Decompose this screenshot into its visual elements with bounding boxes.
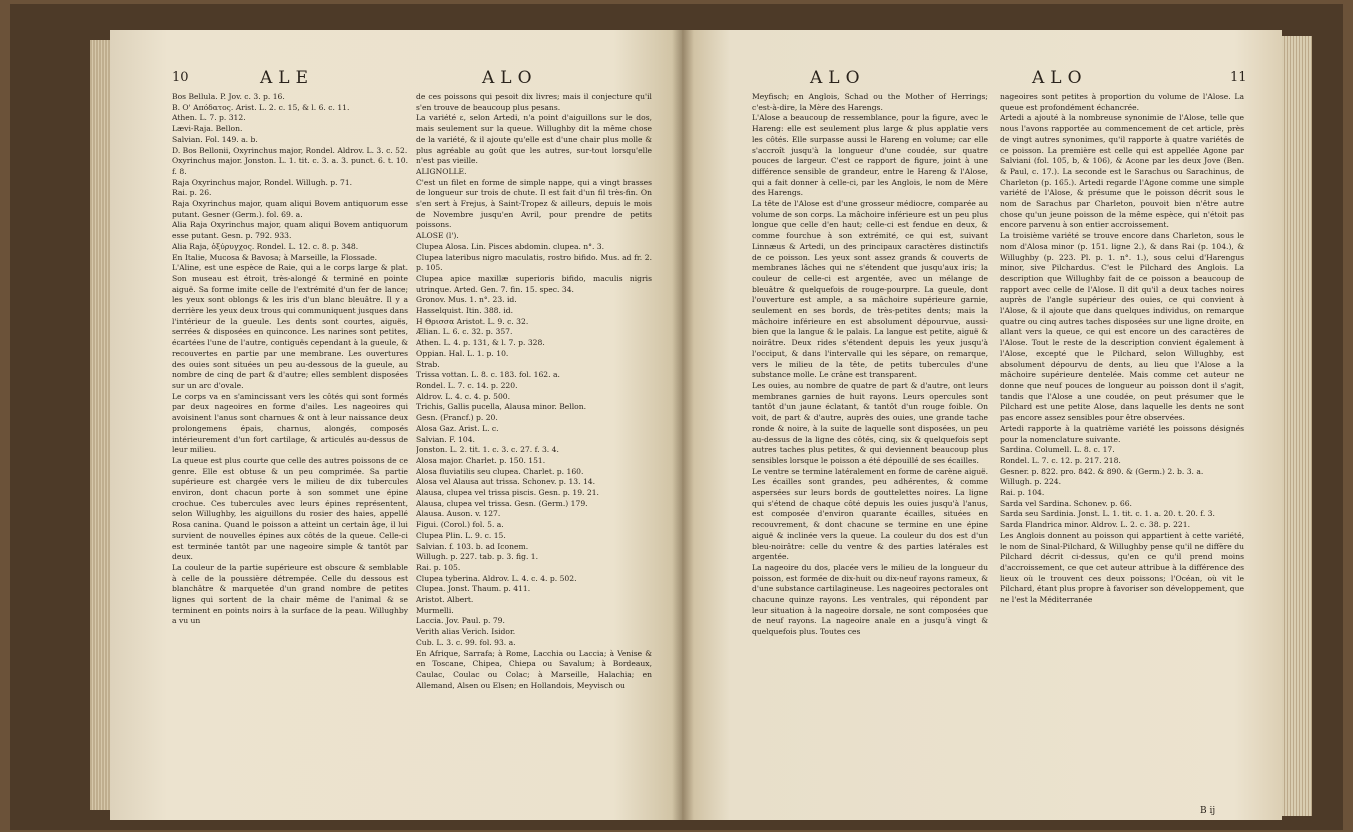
text-paragraph: Clupea. Jonst. Thaum. p. 411. <box>416 584 531 594</box>
text-paragraph: Sarda Flandrica minor. Aldrov. L. 2. c. 38. p. 221. <box>1000 520 1190 530</box>
text-paragraph: nageoires sont petites à proportion du volume de l'Alose. La queue est profondément échancrée. <box>1000 92 1244 112</box>
running-head-left: ALE <box>260 68 314 88</box>
text-paragraph: Salvian. Fol. 149. a. b. <box>172 134 258 144</box>
text-paragraph: Strab. <box>416 359 440 369</box>
text-paragraph: En Italie, Mucosa & Bavosa; à Marseille, la Flossade. <box>172 252 378 262</box>
text-paragraph: C'est un filet en forme de simple nappe, qui a vingt brasses de longueur sur trois de chute. Il est fait d'un fil très-fin. On s'en sert à Frejus, à Saint-Tropez & ailleurs, depuis le mois de Novembre jusqu'en Avril, pour prendre de petits poissons. <box>416 177 652 230</box>
text-paragraph: Gesner. p. 822. pro. 842. & 890. & (Germ.) 2. b. 3. a. <box>1000 466 1204 476</box>
text-paragraph: Le ventre se termine latéralement en forme de carène aiguë. Les écailles sont grandes, peu adhérentes, & comme aspersées sur leurs bords de gouttelettes noires. La ligne qui s'étend de chaque côté depuis les ouies jusqu'à l'anus, est composée d'environ quarante écailles, situées en recouvrement, & dont chacune se termine en une épine aiguë & inclinée vers la queue. La couleur du dos est d'un bleu-noirâtre: celle du ventre & des parties latérales est argentée. <box>752 466 988 562</box>
text-paragraph: Sarda vel Sardina. Schonev. p. 66. <box>1000 498 1132 508</box>
text-paragraph: Willugh. p. 224. <box>1000 477 1062 487</box>
running-head-left: ALO <box>810 68 866 88</box>
text-paragraph: En Afrique, Sarrafa; à Rome, Lacchia ou Laccia; à Venise & en Toscane, Chipea, Chiepa ou Savalum; à Bordeaux, Caulac, Coulac ou Colac; à Marseille, Halachia; en Allemand, Alsen ou Elsen; en Hollandois, Meyvisch ou <box>416 648 652 690</box>
text-paragraph: Laccia. Jov. Paul. p. 79. <box>416 616 505 626</box>
text-paragraph: Oxyrinchus major. Jonston. L. 1. tit. c. 3. a. 3. punct. 6. t. 10. f. 8. <box>172 156 408 176</box>
text-paragraph: Lævi-Raja. Bellon. <box>172 124 243 134</box>
text-paragraph: Aristot. Albert. <box>416 595 474 605</box>
text-paragraph: Cub. L. 3. c. 99. fol. 93. a. <box>416 637 516 647</box>
page-number: 10 <box>172 70 189 85</box>
text-paragraph: Raja Oxyrinchus major, Rondel. Willugh. p. 71. <box>172 177 353 187</box>
text-paragraph: H Θρισσα Aristot. L. 9. c. 32. <box>416 316 529 326</box>
text-paragraph: Les ouies, au nombre de quatre de part & d'autre, ont leurs membranes garnies de huit rayons. Leurs opercules sont tantôt d'un jaune éclatant, & tantôt d'un rouge foible. On voit, de part & d'autre, auprès des ouies, une grande tache ronde & noire, à la suite de laquelle sont disposées, un peu au-dessus de la ligne des côtés, cinq, six & quelquefois sept autres taches plus petites, & qui deviennent beaucoup plus sensibles lorsque le poisson a été dépouillé de ses écailles. <box>752 380 988 465</box>
text-column-1 <box>752 92 988 820</box>
text-paragraph: Rai. p. 26. <box>172 188 212 198</box>
text-paragraph: Rondel. L. 7. c. 12. p. 217. 218. <box>1000 455 1121 465</box>
text-paragraph: ALIGNOLLE. <box>416 166 467 176</box>
text-paragraph: La tête de l'Alose est d'une grosseur médiocre, comparée au volume de son corps. La mâchoire inférieure est un peu plus longue que celle d'en haut; celle-ci est fendue en deux, & comme fourchue à son extrémité, ce qui est, suivant Linnæus & Artedi, un des principaux caractères distinctifs de ce poisson. Les yeux sont assez grands & couverts de membranes lâches qui ne s'étendent que jusqu'aux iris; la couleur de celle-ci est argentée, avec un mélange de bleuâtre & quelquefois de rouge-pourpre. La gueule, dont l'ouverture est ample, a sa mâchoire supérieure garnie, seulement en ses bords, de très-petites dents; mais la mâchoire inférieure en est absolument dépourvue, aussi-bien que la langue & le palais. La langue est petite, aiguë & noirâtre. Deux rides s'étendent depuis les yeux jusqu'à l'occiput, & dans l'intervalle qui les sépare, on remarque, vers le milieu de la tête, de petits tubercules d'une substance molle. Le crâne est transparent. <box>752 199 988 380</box>
text-paragraph: Salvian. f. 103. b. ad Iconem. <box>416 541 529 551</box>
text-paragraph: Jonston. L. 2. tit. 1. c. 3. c. 27. f. 3. 4. <box>416 445 559 455</box>
text-paragraph: La troisième variété se trouve encore dans Charleton, sous le nom d'Alosa minor (p. 151. ligne 2.), & dans Rai (p. 104.), & Willughby (p. 223. Pl. p. 1. n°. 1.), sous celui d'Harengus minor, sive Pilchardus. C'est le Pilchard des Anglois. La description que Willughby fait de ce poisson a beaucoup de rapport avec celle de l'Alose. Il dit qu'il a deux taches noires auprès de l'angle supérieur des ouies, ce qui convient à l'Alose, & il ajoute que dans quelques individus, on remarque quatre ou cinq autres taches disposées sur une ligne droite, en allant vers la queue, ce qui est encore un des caractères de l'Alose. Tout le reste de la description convient également à l'Alose, excepté que le Pilchard, selon Willughby, est absolument dépourvu de dents, au lieu que l'Alose a la mâchoire supérieure dentelée. Mais comme cet auteur ne donne que neuf pouces de longueur au poisson dont il s'agit, tandis que l'Alose a une coudée, on peut présumer que le Pilchard est une petite Alose, dans laquelle les dents ne sont pas encore assez sensibles pour être observées. <box>1000 231 1244 423</box>
text-paragraph: Bos Bellula. P. Jov. c. 3. p. 16. <box>172 92 285 101</box>
text-column-1 <box>172 92 408 820</box>
text-paragraph: ALOSE (l'). <box>416 231 459 241</box>
text-paragraph: Aldrov. L. 4. c. 4. p. 500. <box>416 391 511 401</box>
text-paragraph: Trissa vottan. L. 8. c. 183. fol. 162. a. <box>416 370 560 380</box>
text-paragraph: L'Aline, est une espèce de Raie, qui a le corps large & plat. Son museau est étroit, très-alongé & terminé en pointe aiguë. Sa forme imite celle de l'extrémité d'un fer de lance; les yeux sont oblongs & les iris d'un blanc bleuâtre. Il y a derrière les yeux deux trous qui communiquent jusques dans l'intérieur de la gueule. Les dents sont courtes, aiguës, serrées & disposées en quinconce. Les narines sont petites, écartées l'une de l'autre, contiguës cependant à la gueule, & recouvertes en partie par une membrane. Les ouvertures des ouies sont situées un peu au-dessous de la gueule, au nombre de cinq de part & d'autre; elles semblent disposées sur un arc d'ovale. <box>172 263 408 390</box>
text-paragraph: Oppian. Hal. L. 1. p. 10. <box>416 348 509 358</box>
left-page <box>110 30 682 820</box>
text-paragraph: Alia Raja Oxyrinchus major, quam aliqui Bovem antiquorum esse putant. Gesn. p. 792. 933. <box>172 220 408 241</box>
text-paragraph: de ces poissons qui pesoit dix livres; mais il conjecture qu'il s'en trouve de beaucoup plus pesans. <box>416 92 652 112</box>
text-paragraph: Le corps va en s'amincissant vers les côtés qui sont formés par deux nageoires en forme d'ailes. Les nageoires qui avoisinent l'anus sont charnues & ont à leur naissance deux prolongemens épais, charnus, alongés, composés intérieurement d'un fort cartilage, & articulés au-dessus de leur milieu. <box>172 391 408 455</box>
text-paragraph: Raja Oxyrinchus major, quam aliqui Bovem antiquorum esse putant. Gesner (Germ.). fol. 69. a. <box>172 199 408 219</box>
text-paragraph: Rai. p. 104. <box>1000 488 1045 498</box>
text-paragraph: Murmelli. <box>416 605 454 615</box>
right-page-edges <box>1282 36 1312 816</box>
text-paragraph: Trichis, Gallis pucella, Alausa minor. Bellon. <box>416 402 587 412</box>
text-paragraph: Sardina. Columell. L. 8. c. 17. <box>1000 445 1115 455</box>
text-paragraph: Clupea lateribus nigro maculatis, rostro bifido. Mus. ad fr. 2. p. 105. <box>416 252 652 273</box>
text-paragraph: Figui. (Corol.) fol. 5. a. <box>416 520 504 530</box>
text-paragraph: Alausa. Auson. v. 127. <box>416 509 501 519</box>
text-paragraph: La couleur de la partie supérieure est obscure & semblable à celle de la poussière détrempée. Celle du dessous est blanchâtre & marquetée d'un grand nombre de petites lignes qui sortent de la chair même de l'animal & se terminent en points noirs à la surface de la peau. Willughby a vu un <box>172 562 408 626</box>
text-paragraph: Clupea apice maxillæ superioris bifido, maculis nigris utrinque. Arted. Gen. 7. fin. 15. spec. 34. <box>416 273 652 294</box>
text-paragraph: Les Anglois donnent au poisson qui appartient à cette variété, le nom de Sinal-Pilchard, & Willughby pense qu'il ne diffère du Pilchard décrit ci-dessus, qu'en ce qu'il prend moins d'accroissement, ce que cet auteur attribue à la différence des lieux où le trouvent ces deux poissons; l'Océan, où vit le Pilchard, étant plus propre à favoriser son développement, que ne l'est la Méditerranée <box>1000 530 1244 605</box>
text-paragraph: Salvian. F. 104. <box>416 434 475 444</box>
text-paragraph: Sarda seu Sardinia. Jonst. L. 1. tit. c. 1. a. 20. t. 20. f. 3. <box>1000 509 1215 519</box>
signature-mark: B ij <box>1200 806 1216 816</box>
text-paragraph: La nageoire du dos, placée vers le milieu de la longueur du poisson, est formée de dix-huit ou dix-neuf rayons rameux, & d'une substance cartilagineuse. Les nageoires pectorales ont chacune quinze rayons. Les ventrales, qui répondent par leur situation à la nageoire dorsale, ne sont composées que de neuf rayons. La nageoire anale en a jusqu'à vingt & quelquefois plus. Toutes ces <box>752 562 988 637</box>
book-gutter <box>672 30 694 820</box>
text-paragraph: La queue est plus courte que celle des autres poissons de ce genre. Elle est obtuse & un peu comprimée. Sa partie supérieure est chargée vers le milieu de dix tubercules environ, dont chacun porte à son sommet une épine crochue. Ces tubercules avec leurs épines représentent, selon Willughby, les aiguillons du rosier des haies, appellé Rosa canina. Quand le poisson a atteint un certain âge, il lui survient de nouvelles épines aux côtés de la queue. Celle-ci est terminée tantôt par une nageoire simple & tantôt par deux. <box>172 455 408 562</box>
running-head-right: ALO <box>1032 68 1088 88</box>
text-paragraph: Willugh. p. 227. tab. p. 3. fig. 1. <box>416 552 539 562</box>
text-paragraph: Alosa vel Alausa aut trissa. Schonev. p. 13. 14. <box>416 477 596 487</box>
right-page <box>682 30 1282 820</box>
text-paragraph: Alia Raja, ὀξύρυγχος. Rondel. L. 12. c. 8. p. 348. <box>172 241 359 251</box>
text-column-2 <box>416 92 652 820</box>
text-paragraph: Clupea Alosa. Lin. Pisces abdomin. clupea. n°. 3. <box>416 241 605 251</box>
text-paragraph: Athen. L. 7. p. 312. <box>172 113 246 123</box>
text-paragraph: Alausa, clupea vel trissa. Gesn. (Germ.) 179. <box>416 498 588 508</box>
text-paragraph: Alausa, clupea vel trissa piscis. Gesn. p. 19. 21. <box>416 488 599 498</box>
text-paragraph: Rai. p. 105. <box>416 562 461 572</box>
text-paragraph: Alosa major. Charlet. p. 150. 151. <box>416 455 546 465</box>
text-paragraph: L'Alose a beaucoup de ressemblance, pour la figure, avec le Hareng: elle est seulement plus large & plus applatie vers les côtés. Elle surpasse aussi le Hareng en volume; car elle s'accroît jusqu'à la longueur d'une coudée, sur quatre pouces de largeur. C'est ce rapport de figure, joint à une différence sensible de grandeur, entre le Hareng & l'Alose, qui a fait donner à celle-ci, par les Anglois, le nom de Mère des Harengs. <box>752 113 988 198</box>
text-paragraph: Meyfisch; en Anglois, Schad ou the Mother of Herrings; c'est-à-dire, la Mère des Harengs. <box>752 92 988 112</box>
text-paragraph: D. Bos Bellonii, Oxyrinchus major, Rondel. Aldrov. L. 3. c. 52. <box>172 145 408 155</box>
text-paragraph: Alosa fluviatilis seu clupea. Charlet. p. 160. <box>416 466 584 476</box>
text-paragraph: Artedi a ajouté à la nombreuse synonimie de l'Alose, telle que nous l'avons rapportée au commencement de cet article, près de vingt autres synonimes, qu'il rapporte à quatre variétés de ce poisson. La première est celle qui est appellée Agone par Salviani (fol. 105, b, & 106), & Acone par les deux Jove (Ben. & Paul, c. 17.). La seconde est le Sarachus ou Sarachinus, de Charleton (p. 165.). Artedi regarde l'Agone comme une simple variété de l'Alose, & présume que le poisson décrit sous le nom de Sarachus par Charleton, pouvoit bien n'être autre chose qu'un jeune poisson de la même espèce, qui n'étoit pas encore parvenu à son entier accroissement. <box>1000 113 1244 230</box>
text-paragraph: Artedi rapporte à la quatrième variété les poissons désignés pour la nomenclature suivante. <box>1000 423 1244 444</box>
text-paragraph: Ælian. L. 6. c. 32. p. 357. <box>416 327 513 337</box>
text-paragraph: Alosa Gaz. Arist. L. c. <box>416 423 499 433</box>
text-column-2 <box>1000 92 1244 808</box>
page-number: 11 <box>1230 70 1247 85</box>
text-paragraph: Gesn. (Francf.) p. 20. <box>416 413 498 423</box>
text-paragraph: Rondel. L. 7. c. 14. p. 220. <box>416 380 518 390</box>
text-paragraph: Verith alias Verich. Isidor. <box>416 627 516 637</box>
text-paragraph: Gronov. Mus. 1. n°. 23. id. <box>416 295 517 305</box>
text-paragraph: Clupea tyberina. Aldrov. L. 4. c. 4. p. 502. <box>416 573 577 583</box>
text-paragraph: La variété ε, selon Artedi, n'a point d'aiguillons sur le dos, mais seulement sur la queue. Willughby dit la même chose de la variété, & il ajoute qu'elle est d'une chair plus molle & plus agréable au goût que les autres, sur-tout lorsqu'elle n'est pas vieille. <box>416 113 652 166</box>
left-page-edges <box>90 40 112 810</box>
text-paragraph: B. O' Aπόδατος. Arist. L. 2. c. 15, & l. 6. c. 11. <box>172 102 350 112</box>
running-head-right: ALO <box>482 68 538 88</box>
text-paragraph: Hasselquist. Itin. 388. id. <box>416 306 514 316</box>
text-paragraph: Athen. L. 4. p. 131, & l. 7. p. 328. <box>416 338 545 348</box>
text-paragraph: Clupea Plin. L. 9. c. 15. <box>416 530 506 540</box>
